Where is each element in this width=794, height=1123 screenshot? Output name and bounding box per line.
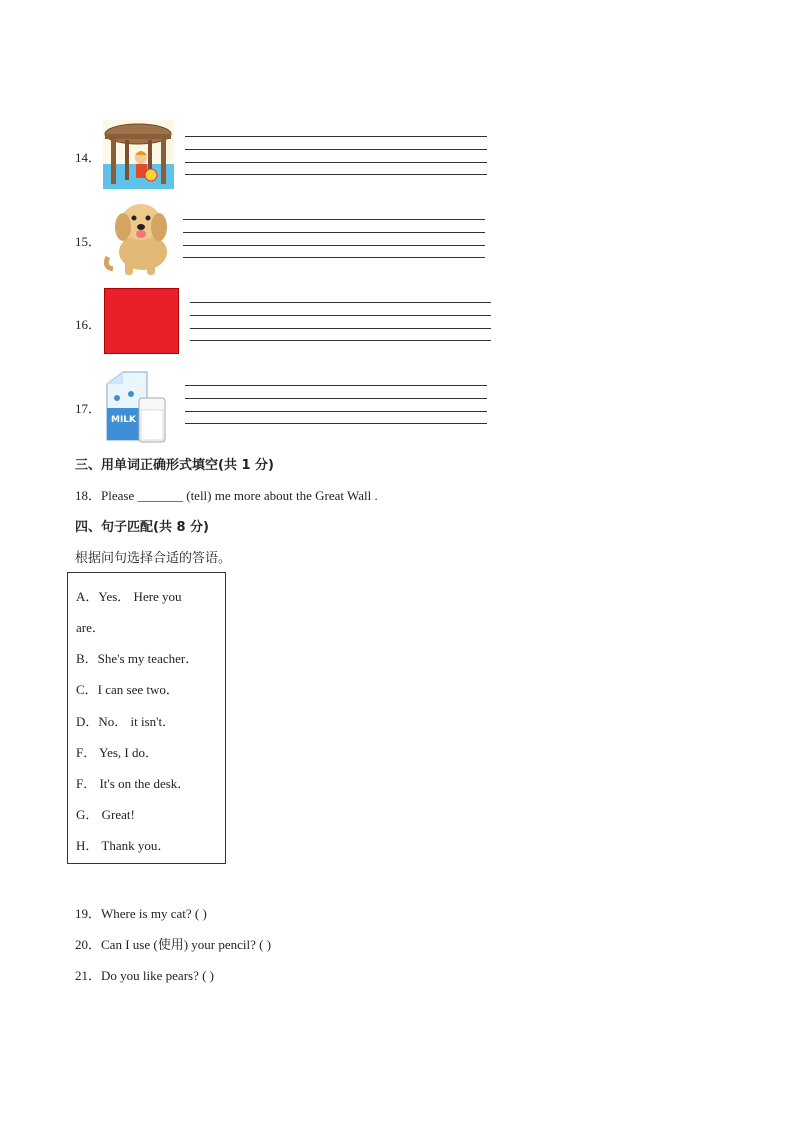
section-4-instruction: 根据问句选择合适的答语。 [75,551,232,566]
question-number-18: 18． [75,488,102,503]
option-c: C．I can see two． [76,682,179,697]
answer-line [183,257,485,258]
option-f-1: F． Yes, I do． [76,745,158,760]
question-18 [75,485,378,504]
section-3-title: 三、用单词正确形式填空(共 1 分) [75,458,274,473]
answer-line [185,162,487,163]
option-b: B．She's my teacher． [76,651,199,666]
question-19 [75,903,207,922]
red-square-picture [104,288,179,354]
answer-line [185,423,487,424]
answer-line [190,340,491,341]
q18-after: (tell) me more about the Great Wall . [186,488,378,503]
answer-line [185,411,487,412]
milk-carton-picture [103,368,171,444]
option-f-2: F． It's on the desk． [76,776,191,791]
question-number-21: 21． [75,968,102,983]
question-number-15: 15． [75,234,102,249]
question-21-text[interactable]: Do you like pears? ( ) [101,968,215,983]
answer-line [183,232,485,233]
options-box [67,572,226,864]
option-a-continued: are． [76,620,105,635]
milk-label: MILK [111,415,137,425]
option-h: H． Thank you． [76,838,171,853]
option-g: G． Great! [76,807,135,822]
question-number-16: 16． [75,317,102,332]
answer-line [190,315,491,316]
answer-line [185,136,487,137]
q18-before: Please [101,488,135,503]
question-20 [75,934,271,953]
answer-line [190,302,491,303]
answer-line [190,328,491,329]
question-19-text[interactable]: Where is my cat? ( ) [101,906,207,921]
question-21 [75,965,214,984]
answer-line [185,174,487,175]
table-with-child-picture [103,120,174,189]
answer-line [185,149,487,150]
answer-line [183,219,485,220]
option-a: A．Yes． Here you [76,589,182,604]
answer-line [185,385,487,386]
answer-line [185,398,487,399]
question-number-19: 19． [75,906,102,921]
question-number-14: 14． [75,150,102,165]
answer-line [183,245,485,246]
dog-picture [103,197,173,277]
question-number-20: 20． [75,937,102,952]
question-20-text[interactable]: Can I use (使用) your pencil? ( ) [101,937,272,952]
question-number-17: 17． [75,401,102,416]
section-4-title: 四、句子匹配(共 8 分) [75,520,209,535]
q18-blank[interactable]: _______ [137,488,183,503]
option-d: D．No． it isn't． [76,714,176,729]
